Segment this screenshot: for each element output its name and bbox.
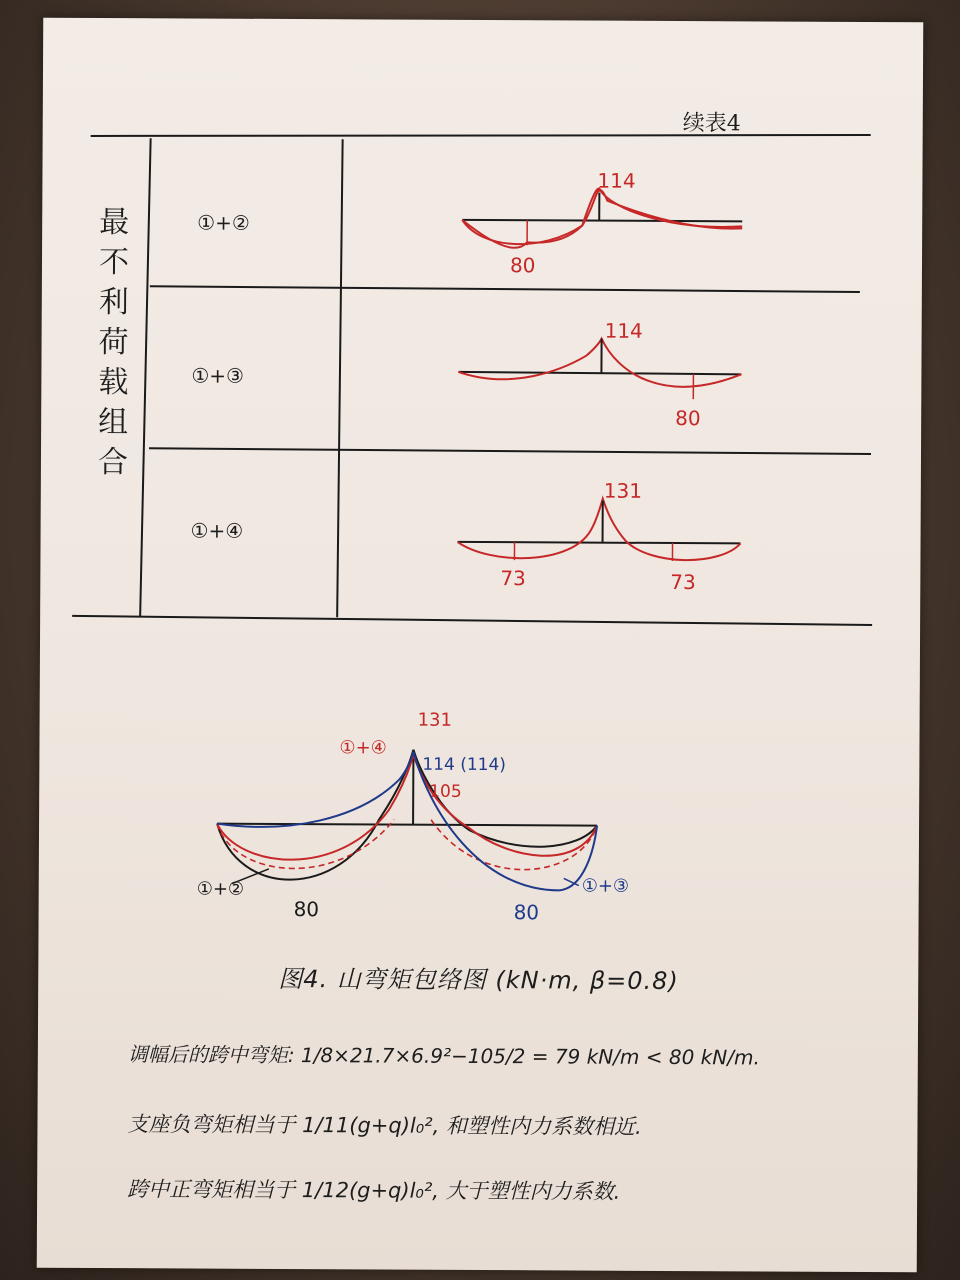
table-row-line-1	[150, 286, 860, 292]
row2-peak-label: 114	[604, 318, 643, 343]
row1-span-label: 80	[509, 253, 536, 278]
row1-combo: ①+②	[197, 210, 250, 235]
row3-span-right-label: 73	[670, 569, 696, 595]
row1-moment-diagram	[462, 168, 743, 278]
envelope-left-combo: ①+②	[196, 878, 245, 900]
table-col-line-2	[337, 139, 343, 617]
note-line-2: 支座负弯矩相当于 1/11(g+q)l₀², 和塑性内力系数相近.	[127, 1112, 642, 1139]
envelope-diagram	[217, 749, 598, 891]
row2-combo: ①+③	[191, 363, 245, 388]
note-line-3: 跨中正弯矩相当于 1/12(g+q)l₀², 大于塑性内力系数.	[127, 1177, 621, 1204]
table-bottom-line	[72, 616, 872, 625]
envelope-peak-mid: 114 (114)	[422, 754, 507, 776]
row3-peak-label: 131	[603, 478, 643, 503]
envelope-left-value: 80	[293, 897, 320, 922]
table-header-right: 续表4	[682, 111, 741, 137]
envelope-right-combo: ①+③	[581, 875, 630, 897]
envelope-peak-adjusted: 105	[429, 781, 462, 802]
row2-span-label: 80	[675, 406, 701, 431]
row3-span-left-label: 73	[500, 566, 526, 591]
row2-moment-diagram	[458, 318, 742, 430]
table-row-line-2	[149, 448, 871, 454]
envelope-right-value: 80	[513, 900, 540, 925]
envelope-peak-combo: ①+④	[339, 737, 387, 759]
paper-sheet	[37, 18, 924, 1273]
envelope-peak-top: 131	[417, 709, 453, 731]
hand-drawing	[37, 18, 924, 1273]
row-group-label: 最不利荷载组合	[97, 205, 130, 481]
row1-peak-label: 114	[597, 168, 636, 193]
table-col-line-1	[140, 138, 151, 616]
row3-moment-diagram	[457, 478, 741, 594]
row3-combo: ①+④	[190, 518, 244, 543]
note-line-1: 调幅后的跨中弯矩: 1/8×21.7×6.9²−105/2 = 79 kN/m < 80 kN/m.	[127, 1042, 760, 1070]
figure-caption: 图4. 山弯矩包络图 (kN·m, β=0.8)	[278, 964, 679, 996]
table-top-line	[91, 131, 871, 140]
